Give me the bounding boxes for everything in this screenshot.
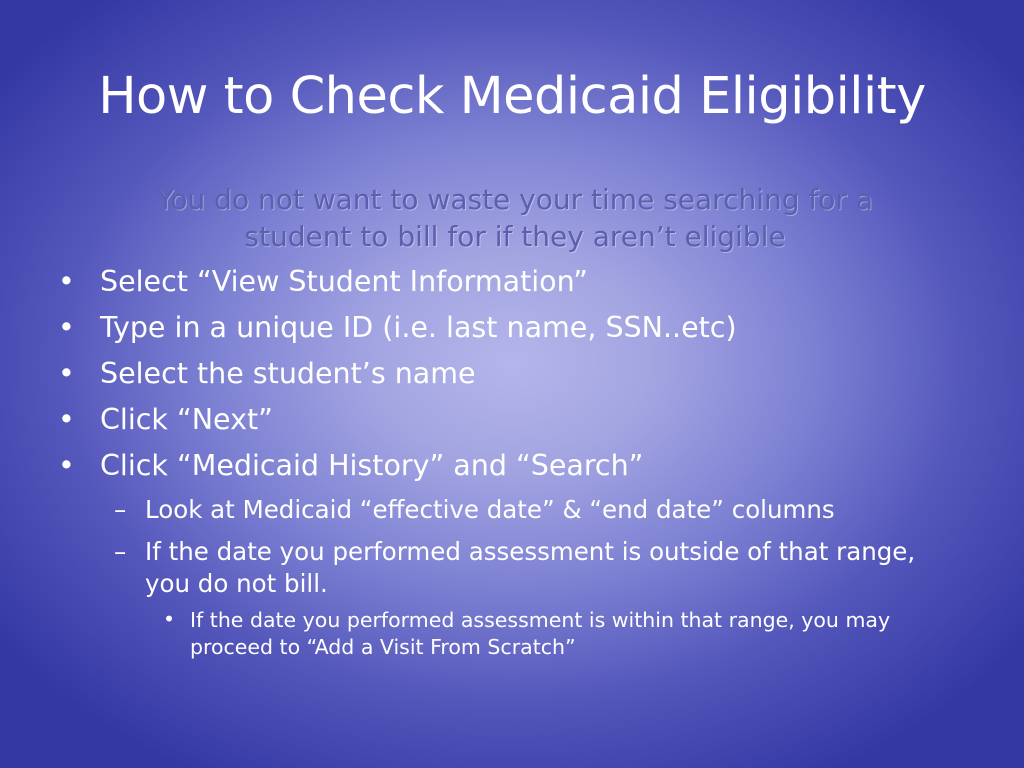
- bullet-icon: •: [163, 607, 176, 631]
- list-item-text: Select “View Student Information”: [100, 265, 588, 298]
- dash-icon: –: [114, 537, 127, 566]
- sub-list-item-text: If the date you performed assessment is outside of that range, you do not bill.: [145, 537, 916, 598]
- slide-title: How to Check Medicaid Eligibility: [98, 67, 926, 126]
- intro-text: You do not want to waste your time searching for a student to bill for if they aren’t eligible: [157, 183, 873, 253]
- bullet-icon: •: [58, 311, 75, 344]
- dash-icon: –: [114, 495, 127, 524]
- bullet-icon: •: [58, 449, 75, 482]
- sub-list-item-text: Look at Medicaid “effective date” & “end date” columns: [145, 495, 835, 524]
- list-item-text: Click “Next”: [100, 403, 273, 436]
- sub-sub-list-item-text: If the date you performed assessment is within that range, you may proceed to “Add a Visit From Scratch”: [190, 608, 891, 659]
- bullet-icon: •: [58, 265, 75, 298]
- list-item-text: Click “Medicaid History” and “Search”: [100, 449, 644, 482]
- bullet-icon: •: [58, 357, 75, 390]
- list-item-text: Select the student’s name: [100, 357, 476, 390]
- list-item-text: Type in a unique ID (i.e. last name, SSN..etc): [100, 311, 737, 344]
- bullet-icon: •: [58, 403, 75, 436]
